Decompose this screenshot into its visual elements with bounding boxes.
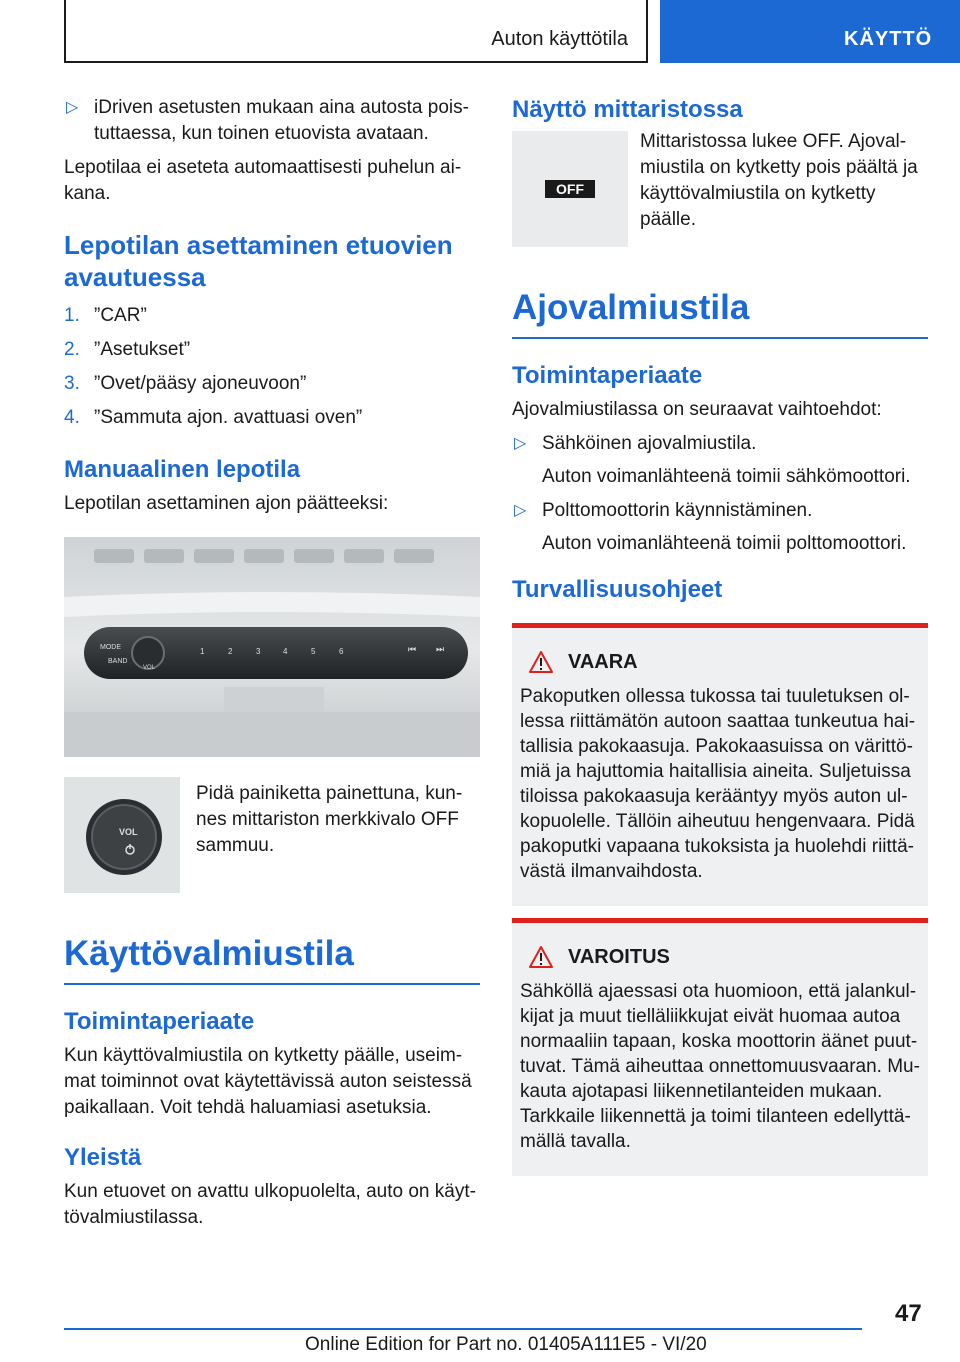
radio-vol-label: VOL bbox=[143, 665, 156, 671]
step-number: 1. bbox=[64, 305, 80, 326]
heading-lepotila-asettaminen: Lepotilan asettaminen etuovien avautuessa bbox=[64, 230, 453, 292]
step-text: ”Sammuta ajon. avattuasi oven” bbox=[94, 407, 363, 428]
heading-naytto-mittaristossa: Näyttö mittaristossa bbox=[512, 96, 743, 123]
bullet-triangle-icon: ▷ bbox=[514, 435, 527, 452]
left-column bbox=[64, 95, 480, 1239]
radio-panel-illustration bbox=[64, 537, 480, 757]
heading-ajovalmiustila: Ajovalmiustila bbox=[512, 287, 928, 339]
step-text: ”Asetukset” bbox=[94, 339, 191, 360]
warning-title-row bbox=[528, 650, 920, 674]
heading-kayttovalmiustila: Käyttövalmiustila bbox=[64, 933, 480, 985]
radio-key-2: 2 bbox=[228, 647, 233, 656]
right-column bbox=[512, 95, 928, 1176]
radio-key-5: 5 bbox=[311, 647, 316, 656]
knob-caption: Pidä painiketta painettuna, kunnes mittariston merkkivalo OFF sammuu. bbox=[196, 783, 463, 856]
header-section-box bbox=[64, 0, 648, 63]
warning-triangle-icon bbox=[528, 650, 554, 674]
radio-panel-image bbox=[64, 537, 480, 757]
option-title: Polttomoottorin käynnistäminen. bbox=[542, 500, 813, 521]
step-text: ”CAR” bbox=[94, 305, 147, 326]
radio-next-icon: ⏭ bbox=[436, 644, 445, 654]
paragraph-manuaalinen: Lepotilan asettaminen ajon päätteeksi: bbox=[64, 493, 389, 514]
paragraph-yleista: Kun etuovet on avattu ulkopuolelta, auto on käyttövalmiustilassa. bbox=[64, 1181, 476, 1228]
heading-toimintaperiaate-right: Toimintaperiaate bbox=[512, 362, 703, 389]
bullet-text: iDriven asetusten mukaan aina autosta poistuttaessa, kun toinen etuovista avataan. bbox=[94, 97, 469, 144]
radio-prev-icon: ⏮ bbox=[408, 644, 417, 654]
step-item-1 bbox=[64, 303, 480, 329]
step-number: 3. bbox=[64, 373, 80, 394]
warning-box-varoitus bbox=[512, 918, 928, 1176]
bullet-triangle-icon: ▷ bbox=[514, 502, 527, 519]
warning-box-vaara bbox=[512, 623, 928, 906]
warning-title: VAROITUS bbox=[568, 945, 670, 968]
bullet-idrive bbox=[64, 95, 480, 147]
header-chapter-tab bbox=[660, 0, 960, 63]
off-indicator: OFF bbox=[545, 180, 595, 198]
heading-manuaalinen-lepotila: Manuaalinen lepotila bbox=[64, 456, 301, 483]
vol-knob-label: VOL bbox=[119, 827, 138, 837]
warning-title: VAARA bbox=[568, 650, 638, 673]
header-section-title: Auton käyttötila bbox=[491, 28, 628, 50]
bullet-triangle-icon: ▷ bbox=[66, 99, 79, 116]
heading-yleista: Yleistä bbox=[64, 1144, 142, 1171]
radio-key-1: 1 bbox=[200, 647, 205, 656]
vol-knob-image bbox=[64, 777, 180, 893]
warning-title-row bbox=[528, 945, 920, 969]
header-chapter-title: KÄYTTÖ bbox=[844, 28, 933, 50]
warning-text: Pakoputken ollessa tukossa tai tuuletuksen ollessa riittämätön autoon saattaa tunkeutua haitallisia pakokaasuja. Pakokaasuissa on värittömiä ja hajuttomia haitallisia aineita. Suljetuissa tiloissa pakokaasuja kerääntyy myös auton ulkopuolelle. Tällöin aiheutuu hengenvaara. Pidä pakoputki vapaana tukoksista ja huolehdi riittävästä ilmanvaihdosta. bbox=[520, 686, 916, 882]
footer-rule bbox=[64, 1328, 862, 1330]
radio-key-3: 3 bbox=[256, 647, 261, 656]
off-display-image bbox=[512, 131, 628, 247]
radio-key-6: 6 bbox=[339, 647, 344, 656]
step-item-3 bbox=[64, 371, 480, 397]
step-item-2 bbox=[64, 337, 480, 363]
heading-toimintaperiaate-left: Toimintaperiaate bbox=[64, 1008, 255, 1035]
heading-turvallisuusohjeet: Turvallisuusohjeet bbox=[512, 576, 723, 603]
option-title: Sähköinen ajovalmiustila. bbox=[542, 433, 757, 454]
option-subtext: Auton voimanlähteenä toimii polttomoottori. bbox=[542, 533, 907, 554]
step-number: 4. bbox=[64, 407, 80, 428]
step-number: 2. bbox=[64, 339, 80, 360]
footer-edition-text: Online Edition for Part no. 01405A111E5 - VI/20 bbox=[305, 1334, 707, 1355]
paragraph-toimintaperiaate-right: Ajovalmiustilassa on seuraavat vaihtoehdot: bbox=[512, 399, 882, 420]
steps-list bbox=[64, 303, 480, 431]
page-number: 47 bbox=[895, 1300, 922, 1327]
radio-mode-label: MODE bbox=[100, 644, 121, 651]
radio-band-label: BAND bbox=[108, 658, 128, 665]
option-combustion bbox=[512, 498, 928, 557]
paragraph-lepotila: Lepotilaa ei aseteta automaattisesti puhelun aikana. bbox=[64, 157, 462, 204]
knob-row bbox=[64, 777, 480, 895]
step-text: ”Ovet/pääsy ajoneuvoon” bbox=[94, 373, 307, 394]
warning-triangle-icon bbox=[528, 945, 554, 969]
paragraph-naytto: Mittaristossa lukee OFF. Ajovalmiustila on kytketty pois päältä ja käyttövalmiustila on kytketty päälle. bbox=[640, 131, 918, 230]
off-display-row bbox=[512, 131, 928, 251]
option-subtext: Auton voimanlähteenä toimii sähkömoottori. bbox=[542, 466, 911, 487]
option-electric bbox=[512, 431, 928, 490]
warning-text: Sähköllä ajaessasi ota huomioon, että jalankulkijat ja muut tielläliikkujat eivät huomaa autoa normaaliin tapaan, koska moottorin äänet puuttuvat. Tämä aiheuttaa onnettomuusvaaran. Mukauta ajotapasi liikennetilanteiden mukaan. Tarkkaile liikennettä ja toimi tilanteen edellyttämällä tavalla. bbox=[520, 981, 920, 1152]
radio-key-4: 4 bbox=[283, 647, 288, 656]
paragraph-toimintaperiaate-left: Kun käyttövalmiustila on kytketty päälle, useimmat toiminnot ovat käytettävissä auton seistessä paikallaan. Voit tehdä haluamiasi asetuksia. bbox=[64, 1045, 472, 1118]
step-item-4 bbox=[64, 405, 480, 431]
